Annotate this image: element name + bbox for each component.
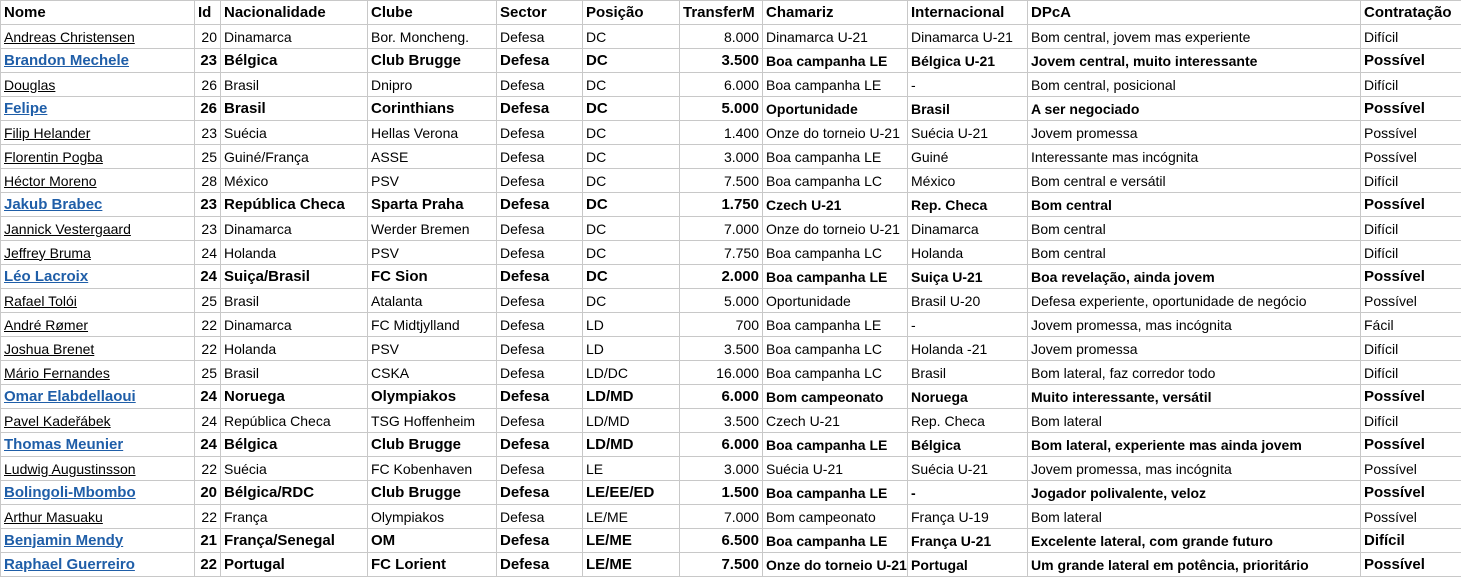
cell-internacional[interactable]: México [908, 169, 1028, 193]
cell-id[interactable]: 26 [195, 73, 221, 97]
cell-dpca[interactable]: Bom lateral [1028, 409, 1361, 433]
cell-sector[interactable]: Defesa [497, 457, 583, 481]
table-row [1, 409, 1461, 433]
cell-nome[interactable]: Joshua Brenet [1, 337, 195, 361]
cell-contratacao[interactable]: Difícil [1361, 73, 1461, 97]
cell-nacionalidade[interactable]: Brasil [221, 73, 368, 97]
cell-contratacao[interactable]: Possível [1361, 145, 1461, 169]
cell-id[interactable]: 24 [195, 385, 221, 409]
cell-clube[interactable]: Dnipro [368, 73, 497, 97]
cell-nacionalidade[interactable]: Holanda [221, 241, 368, 265]
cell-contratacao[interactable]: Possível [1361, 505, 1461, 529]
cell-dpca[interactable]: Bom central e versátil [1028, 169, 1361, 193]
cell-clube[interactable]: Club Brugge [368, 49, 497, 73]
cell-transfer[interactable]: 6.000 [680, 73, 763, 97]
cell-contratacao[interactable]: Difícil [1361, 529, 1461, 553]
header-sector[interactable]: Sector [497, 1, 583, 25]
cell-nome[interactable]: Héctor Moreno [1, 169, 195, 193]
cell-clube[interactable]: Olympiakos [368, 505, 497, 529]
cell-transfer[interactable]: 1.750 [680, 193, 763, 217]
cell-contratacao[interactable]: Possível [1361, 457, 1461, 481]
cell-internacional[interactable]: Portugal [908, 553, 1028, 577]
cell-dpca[interactable]: Jovem promessa, mas incógnita [1028, 313, 1361, 337]
table-row [1, 49, 1461, 73]
cell-clube[interactable]: FC Kobenhaven [368, 457, 497, 481]
cell-nacionalidade[interactable]: França [221, 505, 368, 529]
cell-posicao[interactable]: LE/ME [583, 553, 680, 577]
cell-sector[interactable]: Defesa [497, 529, 583, 553]
cell-dpca[interactable]: Jovem promessa, mas incógnita [1028, 457, 1361, 481]
cell-contratacao[interactable]: Possível [1361, 481, 1461, 505]
cell-internacional[interactable]: Dinamarca U-21 [908, 25, 1028, 49]
cell-transfer[interactable]: 3.500 [680, 337, 763, 361]
cell-id[interactable]: 24 [195, 241, 221, 265]
cell-transfer[interactable]: 3.500 [680, 49, 763, 73]
header-contratacao[interactable]: Contratação [1361, 1, 1461, 25]
cell-posicao[interactable]: DC [583, 73, 680, 97]
cell-chamariz[interactable]: Boa campanha LE [763, 433, 908, 457]
cell-nome[interactable]: Benjamin Mendy [1, 529, 195, 553]
header-nome[interactable]: Nome [1, 1, 195, 25]
cell-contratacao[interactable]: Difícil [1361, 361, 1461, 385]
cell-contratacao[interactable]: Difícil [1361, 217, 1461, 241]
cell-posicao[interactable]: DC [583, 193, 680, 217]
cell-transfer[interactable]: 3.000 [680, 145, 763, 169]
cell-nacionalidade[interactable]: Dinamarca [221, 313, 368, 337]
cell-transfer[interactable]: 6.000 [680, 385, 763, 409]
cell-posicao[interactable]: LE/ME [583, 529, 680, 553]
cell-chamariz[interactable]: Czech U-21 [763, 193, 908, 217]
cell-nacionalidade[interactable]: Bélgica [221, 49, 368, 73]
cell-posicao[interactable]: DC [583, 241, 680, 265]
table-row [1, 217, 1461, 241]
cell-nome[interactable]: Mário Fernandes [1, 361, 195, 385]
table-row [1, 145, 1461, 169]
cell-chamariz[interactable]: Czech U-21 [763, 409, 908, 433]
cell-id[interactable]: 22 [195, 457, 221, 481]
cell-contratacao[interactable]: Difícil [1361, 169, 1461, 193]
cell-internacional[interactable]: Guiné [908, 145, 1028, 169]
cell-nome[interactable]: Brandon Mechele [1, 49, 195, 73]
cell-chamariz[interactable]: Boa campanha LE [763, 529, 908, 553]
cell-contratacao[interactable]: Possível [1361, 193, 1461, 217]
cell-nacionalidade[interactable]: Guiné/França [221, 145, 368, 169]
cell-nome[interactable]: Jannick Vestergaard [1, 217, 195, 241]
cell-internacional[interactable]: - [908, 73, 1028, 97]
cell-chamariz[interactable]: Boa campanha LC [763, 337, 908, 361]
cell-clube[interactable]: PSV [368, 169, 497, 193]
cell-nacionalidade[interactable]: Suécia [221, 457, 368, 481]
cell-internacional[interactable]: Holanda [908, 241, 1028, 265]
cell-chamariz[interactable]: Bom campeonato [763, 505, 908, 529]
table-row [1, 361, 1461, 385]
table-row [1, 337, 1461, 361]
cell-sector[interactable]: Defesa [497, 553, 583, 577]
cell-nome[interactable]: Raphael Guerreiro [1, 553, 195, 577]
cell-nome[interactable]: Jakub Brabec [1, 193, 195, 217]
cell-internacional[interactable]: Suécia U-21 [908, 121, 1028, 145]
cell-internacional[interactable]: Bélgica [908, 433, 1028, 457]
cell-posicao[interactable]: DC [583, 265, 680, 289]
cell-clube[interactable]: PSV [368, 337, 497, 361]
table-row [1, 193, 1461, 217]
cell-contratacao[interactable]: Possível [1361, 265, 1461, 289]
cell-clube[interactable]: FC Lorient [368, 553, 497, 577]
cell-clube[interactable]: Bor. Moncheng. [368, 25, 497, 49]
cell-id[interactable]: 26 [195, 97, 221, 121]
header-transfer[interactable]: TransferM [680, 1, 763, 25]
cell-nome[interactable]: Pavel Kadeřábek [1, 409, 195, 433]
cell-id[interactable]: 25 [195, 289, 221, 313]
cell-clube[interactable]: FC Sion [368, 265, 497, 289]
cell-sector[interactable]: Defesa [497, 361, 583, 385]
cell-transfer[interactable]: 1.400 [680, 121, 763, 145]
cell-chamariz[interactable]: Oportunidade [763, 97, 908, 121]
cell-contratacao[interactable]: Possível [1361, 289, 1461, 313]
cell-sector[interactable]: Defesa [497, 481, 583, 505]
cell-contratacao[interactable]: Fácil [1361, 313, 1461, 337]
cell-chamariz[interactable]: Boa campanha LE [763, 481, 908, 505]
cell-transfer[interactable]: 8.000 [680, 25, 763, 49]
cell-id[interactable]: 23 [195, 121, 221, 145]
cell-nacionalidade[interactable]: Brasil [221, 289, 368, 313]
cell-sector[interactable]: Defesa [497, 505, 583, 529]
cell-dpca[interactable]: Muito interessante, versátil [1028, 385, 1361, 409]
cell-clube[interactable]: Sparta Praha [368, 193, 497, 217]
cell-dpca[interactable]: Bom lateral, experiente mas ainda jovem [1028, 433, 1361, 457]
cell-chamariz[interactable]: Boa campanha LC [763, 241, 908, 265]
cell-dpca[interactable]: Bom central, posicional [1028, 73, 1361, 97]
cell-chamariz[interactable]: Boa campanha LE [763, 73, 908, 97]
table-row [1, 73, 1461, 97]
cell-transfer[interactable]: 16.000 [680, 361, 763, 385]
cell-internacional[interactable]: França U-19 [908, 505, 1028, 529]
header-id[interactable]: Id [195, 1, 221, 25]
cell-clube[interactable]: Olympiakos [368, 385, 497, 409]
cell-sector[interactable]: Defesa [497, 217, 583, 241]
cell-dpca[interactable]: Bom central, jovem mas experiente [1028, 25, 1361, 49]
cell-sector[interactable]: Defesa [497, 409, 583, 433]
cell-internacional[interactable]: - [908, 313, 1028, 337]
cell-nome[interactable]: Florentin Pogba [1, 145, 195, 169]
cell-nome[interactable]: Léo Lacroix [1, 265, 195, 289]
cell-posicao[interactable]: LD [583, 313, 680, 337]
cell-internacional[interactable]: Noruega [908, 385, 1028, 409]
cell-dpca[interactable]: Interessante mas incógnita [1028, 145, 1361, 169]
cell-id[interactable]: 23 [195, 193, 221, 217]
cell-nacionalidade[interactable]: Brasil [221, 97, 368, 121]
cell-nome[interactable]: Ludwig Augustinsson [1, 457, 195, 481]
cell-chamariz[interactable]: Boa campanha LC [763, 361, 908, 385]
header-nacionalidade[interactable]: Nacionalidade [221, 1, 368, 25]
cell-internacional[interactable]: Brasil [908, 97, 1028, 121]
cell-nome[interactable]: Filip Helander [1, 121, 195, 145]
cell-dpca[interactable]: Bom lateral, faz corredor todo [1028, 361, 1361, 385]
cell-id[interactable]: 20 [195, 481, 221, 505]
cell-nome[interactable]: Thomas Meunier [1, 433, 195, 457]
header-chamariz[interactable]: Chamariz [763, 1, 908, 25]
cell-transfer[interactable]: 5.000 [680, 289, 763, 313]
cell-internacional[interactable]: Brasil U-20 [908, 289, 1028, 313]
cell-contratacao[interactable]: Possível [1361, 49, 1461, 73]
cell-posicao[interactable]: DC [583, 49, 680, 73]
cell-id[interactable]: 28 [195, 169, 221, 193]
cell-sector[interactable]: Defesa [497, 289, 583, 313]
cell-dpca[interactable]: Bom central [1028, 241, 1361, 265]
cell-dpca[interactable]: Um grande lateral em potência, prioritário [1028, 553, 1361, 577]
cell-transfer[interactable]: 7.500 [680, 553, 763, 577]
cell-dpca[interactable]: Jovem central, muito interessante [1028, 49, 1361, 73]
cell-nome[interactable]: Douglas [1, 73, 195, 97]
table-row [1, 553, 1461, 577]
cell-transfer[interactable]: 1.500 [680, 481, 763, 505]
cell-internacional[interactable]: Brasil [908, 361, 1028, 385]
cell-posicao[interactable]: LD [583, 337, 680, 361]
cell-clube[interactable]: TSG Hoffenheim [368, 409, 497, 433]
header-dpca[interactable]: DPcA [1028, 1, 1361, 25]
cell-sector[interactable]: Defesa [497, 121, 583, 145]
cell-id[interactable]: 25 [195, 361, 221, 385]
cell-chamariz[interactable]: Boa campanha LE [763, 265, 908, 289]
cell-nome[interactable]: Arthur Masuaku [1, 505, 195, 529]
cell-nacionalidade[interactable]: República Checa [221, 409, 368, 433]
cell-nacionalidade[interactable]: França/Senegal [221, 529, 368, 553]
cell-chamariz[interactable]: Onze do torneio U-21 [763, 217, 908, 241]
cell-nacionalidade[interactable]: México [221, 169, 368, 193]
cell-sector[interactable]: Defesa [497, 265, 583, 289]
cell-clube[interactable]: CSKA [368, 361, 497, 385]
header-internacional[interactable]: Internacional [908, 1, 1028, 25]
cell-sector[interactable]: Defesa [497, 193, 583, 217]
cell-id[interactable]: 24 [195, 265, 221, 289]
cell-sector[interactable]: Defesa [497, 25, 583, 49]
cell-nacionalidade[interactable]: Holanda [221, 337, 368, 361]
cell-posicao[interactable]: DC [583, 97, 680, 121]
cell-internacional[interactable]: - [908, 481, 1028, 505]
table-row [1, 241, 1461, 265]
cell-contratacao[interactable]: Difícil [1361, 25, 1461, 49]
table-row [1, 385, 1461, 409]
cell-id[interactable]: 23 [195, 217, 221, 241]
cell-sector[interactable]: Defesa [497, 145, 583, 169]
cell-internacional[interactable]: Rep. Checa [908, 193, 1028, 217]
cell-id[interactable]: 22 [195, 553, 221, 577]
table-row [1, 265, 1461, 289]
cell-internacional[interactable]: Dinamarca [908, 217, 1028, 241]
cell-dpca[interactable]: Excelente lateral, com grande futuro [1028, 529, 1361, 553]
cell-posicao[interactable]: LD/MD [583, 409, 680, 433]
cell-dpca[interactable]: Bom lateral [1028, 505, 1361, 529]
cell-dpca[interactable]: Jovem promessa [1028, 337, 1361, 361]
cell-dpca[interactable]: Bom central [1028, 217, 1361, 241]
cell-id[interactable]: 24 [195, 433, 221, 457]
cell-dpca[interactable]: Jogador polivalente, veloz [1028, 481, 1361, 505]
cell-nome[interactable]: André Rømer [1, 313, 195, 337]
table-row [1, 457, 1461, 481]
cell-transfer[interactable]: 700 [680, 313, 763, 337]
cell-clube[interactable]: Werder Bremen [368, 217, 497, 241]
header-clube[interactable]: Clube [368, 1, 497, 25]
cell-chamariz[interactable]: Onze do torneio U-21 [763, 121, 908, 145]
cell-dpca[interactable]: Defesa experiente, oportunidade de negócio [1028, 289, 1361, 313]
cell-dpca[interactable]: Boa revelação, ainda jovem [1028, 265, 1361, 289]
cell-id[interactable]: 25 [195, 145, 221, 169]
cell-nome[interactable]: Omar Elabdellaoui [1, 385, 195, 409]
cell-clube[interactable]: ASSE [368, 145, 497, 169]
cell-clube[interactable]: Corinthians [368, 97, 497, 121]
cell-clube[interactable]: Hellas Verona [368, 121, 497, 145]
cell-id[interactable]: 21 [195, 529, 221, 553]
cell-chamariz[interactable]: Onze do torneio U-21 [763, 553, 908, 577]
cell-contratacao[interactable]: Possível [1361, 433, 1461, 457]
cell-nome[interactable]: Jeffrey Bruma [1, 241, 195, 265]
cell-transfer[interactable]: 2.000 [680, 265, 763, 289]
cell-internacional[interactable]: Rep. Checa [908, 409, 1028, 433]
header-row [1, 1, 1461, 25]
cell-posicao[interactable]: DC [583, 25, 680, 49]
cell-contratacao[interactable]: Difícil [1361, 337, 1461, 361]
cell-clube[interactable]: Club Brugge [368, 433, 497, 457]
table-row [1, 169, 1461, 193]
cell-chamariz[interactable]: Oportunidade [763, 289, 908, 313]
cell-transfer[interactable]: 7.750 [680, 241, 763, 265]
cell-transfer[interactable]: 5.000 [680, 97, 763, 121]
cell-dpca[interactable]: Bom central [1028, 193, 1361, 217]
cell-transfer[interactable]: 7.000 [680, 217, 763, 241]
cell-posicao[interactable]: DC [583, 145, 680, 169]
cell-nacionalidade[interactable]: Suécia [221, 121, 368, 145]
cell-nacionalidade[interactable]: República Checa [221, 193, 368, 217]
cell-posicao[interactable]: LD/MD [583, 385, 680, 409]
cell-transfer[interactable]: 3.000 [680, 457, 763, 481]
table-body [1, 25, 1461, 577]
cell-dpca[interactable]: Jovem promessa [1028, 121, 1361, 145]
cell-transfer[interactable]: 7.500 [680, 169, 763, 193]
cell-contratacao[interactable]: Possível [1361, 385, 1461, 409]
cell-internacional[interactable]: Holanda -21 [908, 337, 1028, 361]
cell-sector[interactable]: Defesa [497, 385, 583, 409]
table-row [1, 505, 1461, 529]
cell-id[interactable]: 20 [195, 25, 221, 49]
cell-sector[interactable]: Defesa [497, 169, 583, 193]
cell-chamariz[interactable]: Dinamarca U-21 [763, 25, 908, 49]
table-row [1, 97, 1461, 121]
cell-clube[interactable]: Atalanta [368, 289, 497, 313]
cell-posicao[interactable]: LD/DC [583, 361, 680, 385]
cell-sector[interactable]: Defesa [497, 73, 583, 97]
cell-internacional[interactable]: Suécia U-21 [908, 457, 1028, 481]
cell-nacionalidade[interactable]: Dinamarca [221, 217, 368, 241]
cell-posicao[interactable]: DC [583, 169, 680, 193]
cell-internacional[interactable]: Bélgica U-21 [908, 49, 1028, 73]
cell-nacionalidade[interactable]: Bélgica [221, 433, 368, 457]
cell-clube[interactable]: FC Midtjylland [368, 313, 497, 337]
cell-nacionalidade[interactable]: Dinamarca [221, 25, 368, 49]
cell-nacionalidade[interactable]: Bélgica/RDC [221, 481, 368, 505]
cell-contratacao[interactable]: Difícil [1361, 409, 1461, 433]
cell-posicao[interactable]: LE/EE/ED [583, 481, 680, 505]
cell-nacionalidade[interactable]: Brasil [221, 361, 368, 385]
cell-clube[interactable]: PSV [368, 241, 497, 265]
cell-contratacao[interactable]: Possível [1361, 97, 1461, 121]
cell-nome[interactable]: Rafael Tolói [1, 289, 195, 313]
table-row [1, 25, 1461, 49]
table-row [1, 481, 1461, 505]
cell-transfer[interactable]: 6.000 [680, 433, 763, 457]
cell-transfer[interactable]: 6.500 [680, 529, 763, 553]
cell-id[interactable]: 22 [195, 505, 221, 529]
cell-posicao[interactable]: DC [583, 217, 680, 241]
cell-chamariz[interactable]: Boa campanha LE [763, 313, 908, 337]
cell-nacionalidade[interactable]: Suiça/Brasil [221, 265, 368, 289]
cell-contratacao[interactable]: Possível [1361, 553, 1461, 577]
cell-id[interactable]: 23 [195, 49, 221, 73]
cell-sector[interactable]: Defesa [497, 337, 583, 361]
cell-nome[interactable]: Andreas Christensen [1, 25, 195, 49]
cell-posicao[interactable]: LE/ME [583, 505, 680, 529]
cell-id[interactable]: 24 [195, 409, 221, 433]
cell-contratacao[interactable]: Possível [1361, 121, 1461, 145]
cell-sector[interactable]: Defesa [497, 49, 583, 73]
cell-sector[interactable]: Defesa [497, 241, 583, 265]
cell-chamariz[interactable]: Boa campanha LC [763, 169, 908, 193]
cell-chamariz[interactable]: Boa campanha LE [763, 145, 908, 169]
cell-chamariz[interactable]: Boa campanha LE [763, 49, 908, 73]
cell-posicao[interactable]: LD/MD [583, 433, 680, 457]
cell-posicao[interactable]: DC [583, 289, 680, 313]
cell-transfer[interactable]: 3.500 [680, 409, 763, 433]
cell-sector[interactable]: Defesa [497, 97, 583, 121]
cell-clube[interactable]: Club Brugge [368, 481, 497, 505]
cell-internacional[interactable]: Suiça U-21 [908, 265, 1028, 289]
cell-sector[interactable]: Defesa [497, 433, 583, 457]
header-posicao[interactable]: Posição [583, 1, 680, 25]
cell-nacionalidade[interactable]: Noruega [221, 385, 368, 409]
cell-posicao[interactable]: DC [583, 121, 680, 145]
cell-sector[interactable]: Defesa [497, 313, 583, 337]
cell-contratacao[interactable]: Difícil [1361, 241, 1461, 265]
cell-id[interactable]: 22 [195, 313, 221, 337]
cell-chamariz[interactable]: Bom campeonato [763, 385, 908, 409]
cell-clube[interactable]: OM [368, 529, 497, 553]
cell-nacionalidade[interactable]: Portugal [221, 553, 368, 577]
cell-internacional[interactable]: França U-21 [908, 529, 1028, 553]
table-row [1, 313, 1461, 337]
table-row [1, 529, 1461, 553]
table-row [1, 433, 1461, 457]
cell-id[interactable]: 22 [195, 337, 221, 361]
cell-chamariz[interactable]: Suécia U-21 [763, 457, 908, 481]
cell-nome[interactable]: Bolingoli-Mbombo [1, 481, 195, 505]
table-row [1, 121, 1461, 145]
cell-transfer[interactable]: 7.000 [680, 505, 763, 529]
cell-posicao[interactable]: LE [583, 457, 680, 481]
cell-nome[interactable]: Felipe [1, 97, 195, 121]
cell-dpca[interactable]: A ser negociado [1028, 97, 1361, 121]
table-row [1, 289, 1461, 313]
